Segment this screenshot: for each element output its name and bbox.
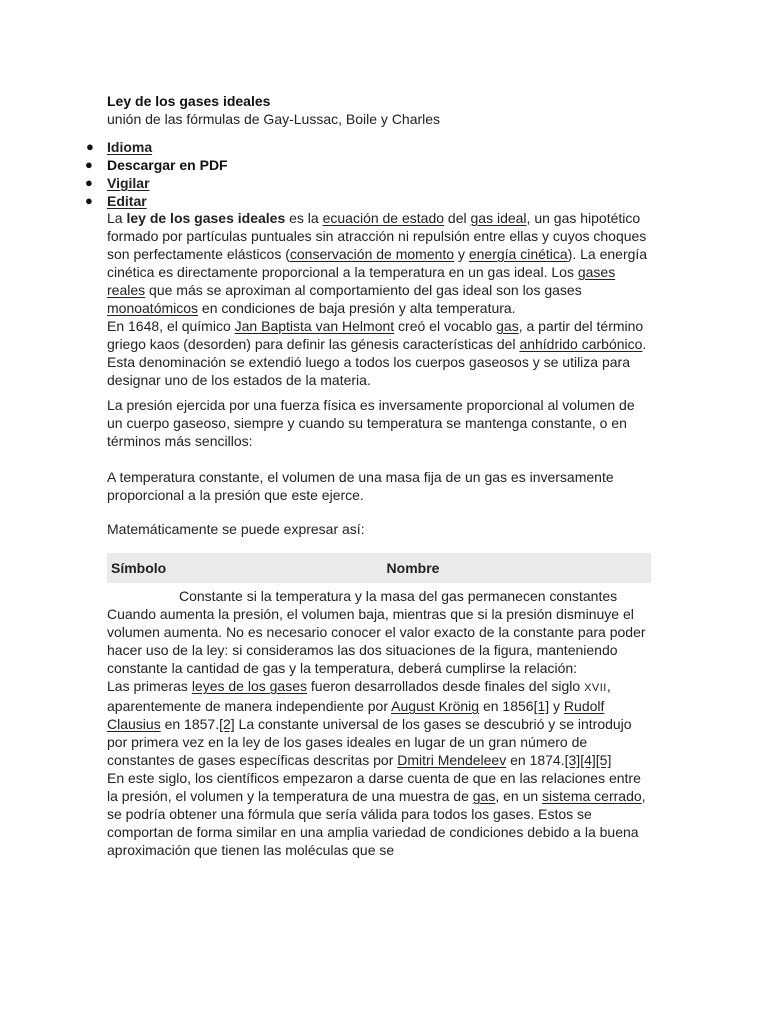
link-gases-reales[interactable]: gases reales [107,264,616,298]
text-span: , un gas hipotético formado por partículas puntuales sin atracción ni repulsión entre ellas y cuyos choques son perfectamente elásticos ( [107,210,647,262]
bullet-icon: ● [85,157,93,172]
link-anhidrido-carbonico[interactable]: anhídrido carbónico [519,336,643,352]
link-monoatomicos[interactable]: monoatómicos [107,300,199,316]
text-span: ). La energía cinética es directamente proporcional a la temperatura en un gas ideal. Los [107,246,648,280]
article-menu [0,138,700,210]
text-span: , aparentemente de manera independiente por [107,678,611,714]
text-span: , en un [495,788,543,804]
column-header-simbolo: Símbolo [107,553,175,583]
link-august-kronig[interactable]: August Krönig [391,698,480,714]
link-rudolf-clausius[interactable]: Rudolf Clausius [107,698,605,732]
link-conservacion-de-momento[interactable]: conservación de momento [289,246,455,262]
text-span: en 1856 [479,698,534,714]
text-span: y [549,698,564,714]
link-gas-2[interactable]: gas [472,788,496,804]
link-dmitri-mendeleev[interactable]: Dmitri Mendeleev [397,752,507,768]
link-gas[interactable]: gas [496,318,519,334]
paragraph-pressure: La presión ejercida por una fuerza física es inversamente proporcional al volumen de un cuerpo gaseoso, siempre y cuando su temperatura se mantenga constante, o en términos más sencillos: [107,397,635,449]
reference-link-1[interactable]: [1] [533,698,550,714]
text-span: creó el vocablo [394,318,497,334]
reference-link-4[interactable]: [4] [580,752,596,768]
text-span: La [107,210,127,226]
menu-item-descargar[interactable] [0,156,700,174]
paragraph-boyle-statement: A temperatura constante, el volumen de una masa fija de un gas es inversamente proporcional a la presión que este ejerce. [107,469,614,503]
text-span: Las primeras [107,678,192,694]
link-leyes-de-los-gases[interactable]: leyes de los gases [191,678,307,694]
text-span: , se podría obtener una fórmula que sería válida para todos los gases. Estos se comportan de forma similar en una amplia variedad de condiciones debido a la buena aproximación que tienen las moléculas que se [107,788,646,858]
text-span: . Esta denominación se extendió luego a todos los cuerpos gaseosos y se utiliza para designar uno de los estados de la materia. [107,336,647,388]
bullet-icon: ● [86,139,94,154]
editar-link[interactable]: Editar [107,193,147,209]
article-body [107,209,652,859]
link-energia-cinetica[interactable]: energía cinética [468,246,568,262]
text-span: En 1648, el químico [107,318,235,334]
column-header-nombre: Nombre [175,553,651,583]
page-title: Ley de los gases ideales [107,93,271,109]
idioma-link[interactable]: Idioma [107,139,153,155]
text-span: En este siglo, los científicos empezaron a darse cuenta de que en las relaciones entre la presión, el volumen y la temperatura de una muestra de [107,770,641,804]
link-sistema-cerrado[interactable]: sistema cerrado [542,788,642,804]
text-span: en condiciones de baja presión y alta temperatura. [198,300,516,316]
table-cell-symbol [107,583,175,605]
vigilar-link[interactable]: Vigilar [107,175,150,191]
bullet-icon: ● [85,193,93,208]
text-span: que más se aproximan al comportamiento del gas ideal son los gases [145,282,582,298]
download-pdf-link[interactable]: Descargar en PDF [107,157,228,173]
text-span: es la [285,210,323,226]
table-row [107,583,651,605]
menu-item-vigilar[interactable] [0,174,700,192]
bullet-icon: ● [85,175,93,190]
text-span: en 1857. [160,716,220,732]
text-span: , a partir del término griego kaos (desorden) para definir las génesis características del [107,318,644,352]
text-span: fueron desarrollados desde finales del siglo [307,678,585,694]
symbols-table [107,553,651,605]
paragraph-early-laws [107,677,652,769]
paragraph-math-intro: Matemáticamente se puede expresar así: [107,521,365,537]
paragraph-history [107,317,652,389]
century-numeral: XVII [584,682,607,694]
table-header-row [107,553,651,583]
link-van-helmont[interactable]: Jan Baptista van Helmont [234,318,395,334]
text-span: en 1874. [506,752,565,768]
text-span: del [444,210,471,226]
menu-item-idioma[interactable] [0,138,700,156]
paragraph-pressure-volume: Cuando aumenta la presión, el volumen baja, mientras que si la presión disminuye el volumen aumenta. No es necesario conocer el valor exacto de la constante para poder hacer uso de la ley: si consideramos las dos situaciones de la figura, manteniendo constante la cantidad de gas y la temperatura, deberá cumplirse la relación: [107,606,646,676]
bold-term: ley de los gases ideales [126,210,286,226]
article-header [107,92,652,128]
table-cell-name: Constante si la temperatura y la masa del gas permanecen constantes [179,588,618,604]
text-span: La constante universal de los gases se descubrió y se introdujo por primera vez en la ley de los gases ideales en lugar de un gran número de constantes de gases específicas descritas por [107,716,632,768]
reference-link-2[interactable]: [2] [219,716,235,732]
reference-link-5[interactable]: [5] [595,752,612,768]
text-span: y [454,246,469,262]
menu-item-editar[interactable] [0,192,700,210]
paragraph-scientists [107,769,652,859]
link-ecuacion-de-estado[interactable]: ecuación de estado [322,210,445,226]
link-gas-ideal[interactable]: gas ideal [470,210,527,226]
reference-link-3[interactable]: [3] [564,752,581,768]
paragraph-definition [107,209,652,317]
page-subtitle: unión de las fórmulas de Gay-Lussac, Boile y Charles [107,111,441,127]
